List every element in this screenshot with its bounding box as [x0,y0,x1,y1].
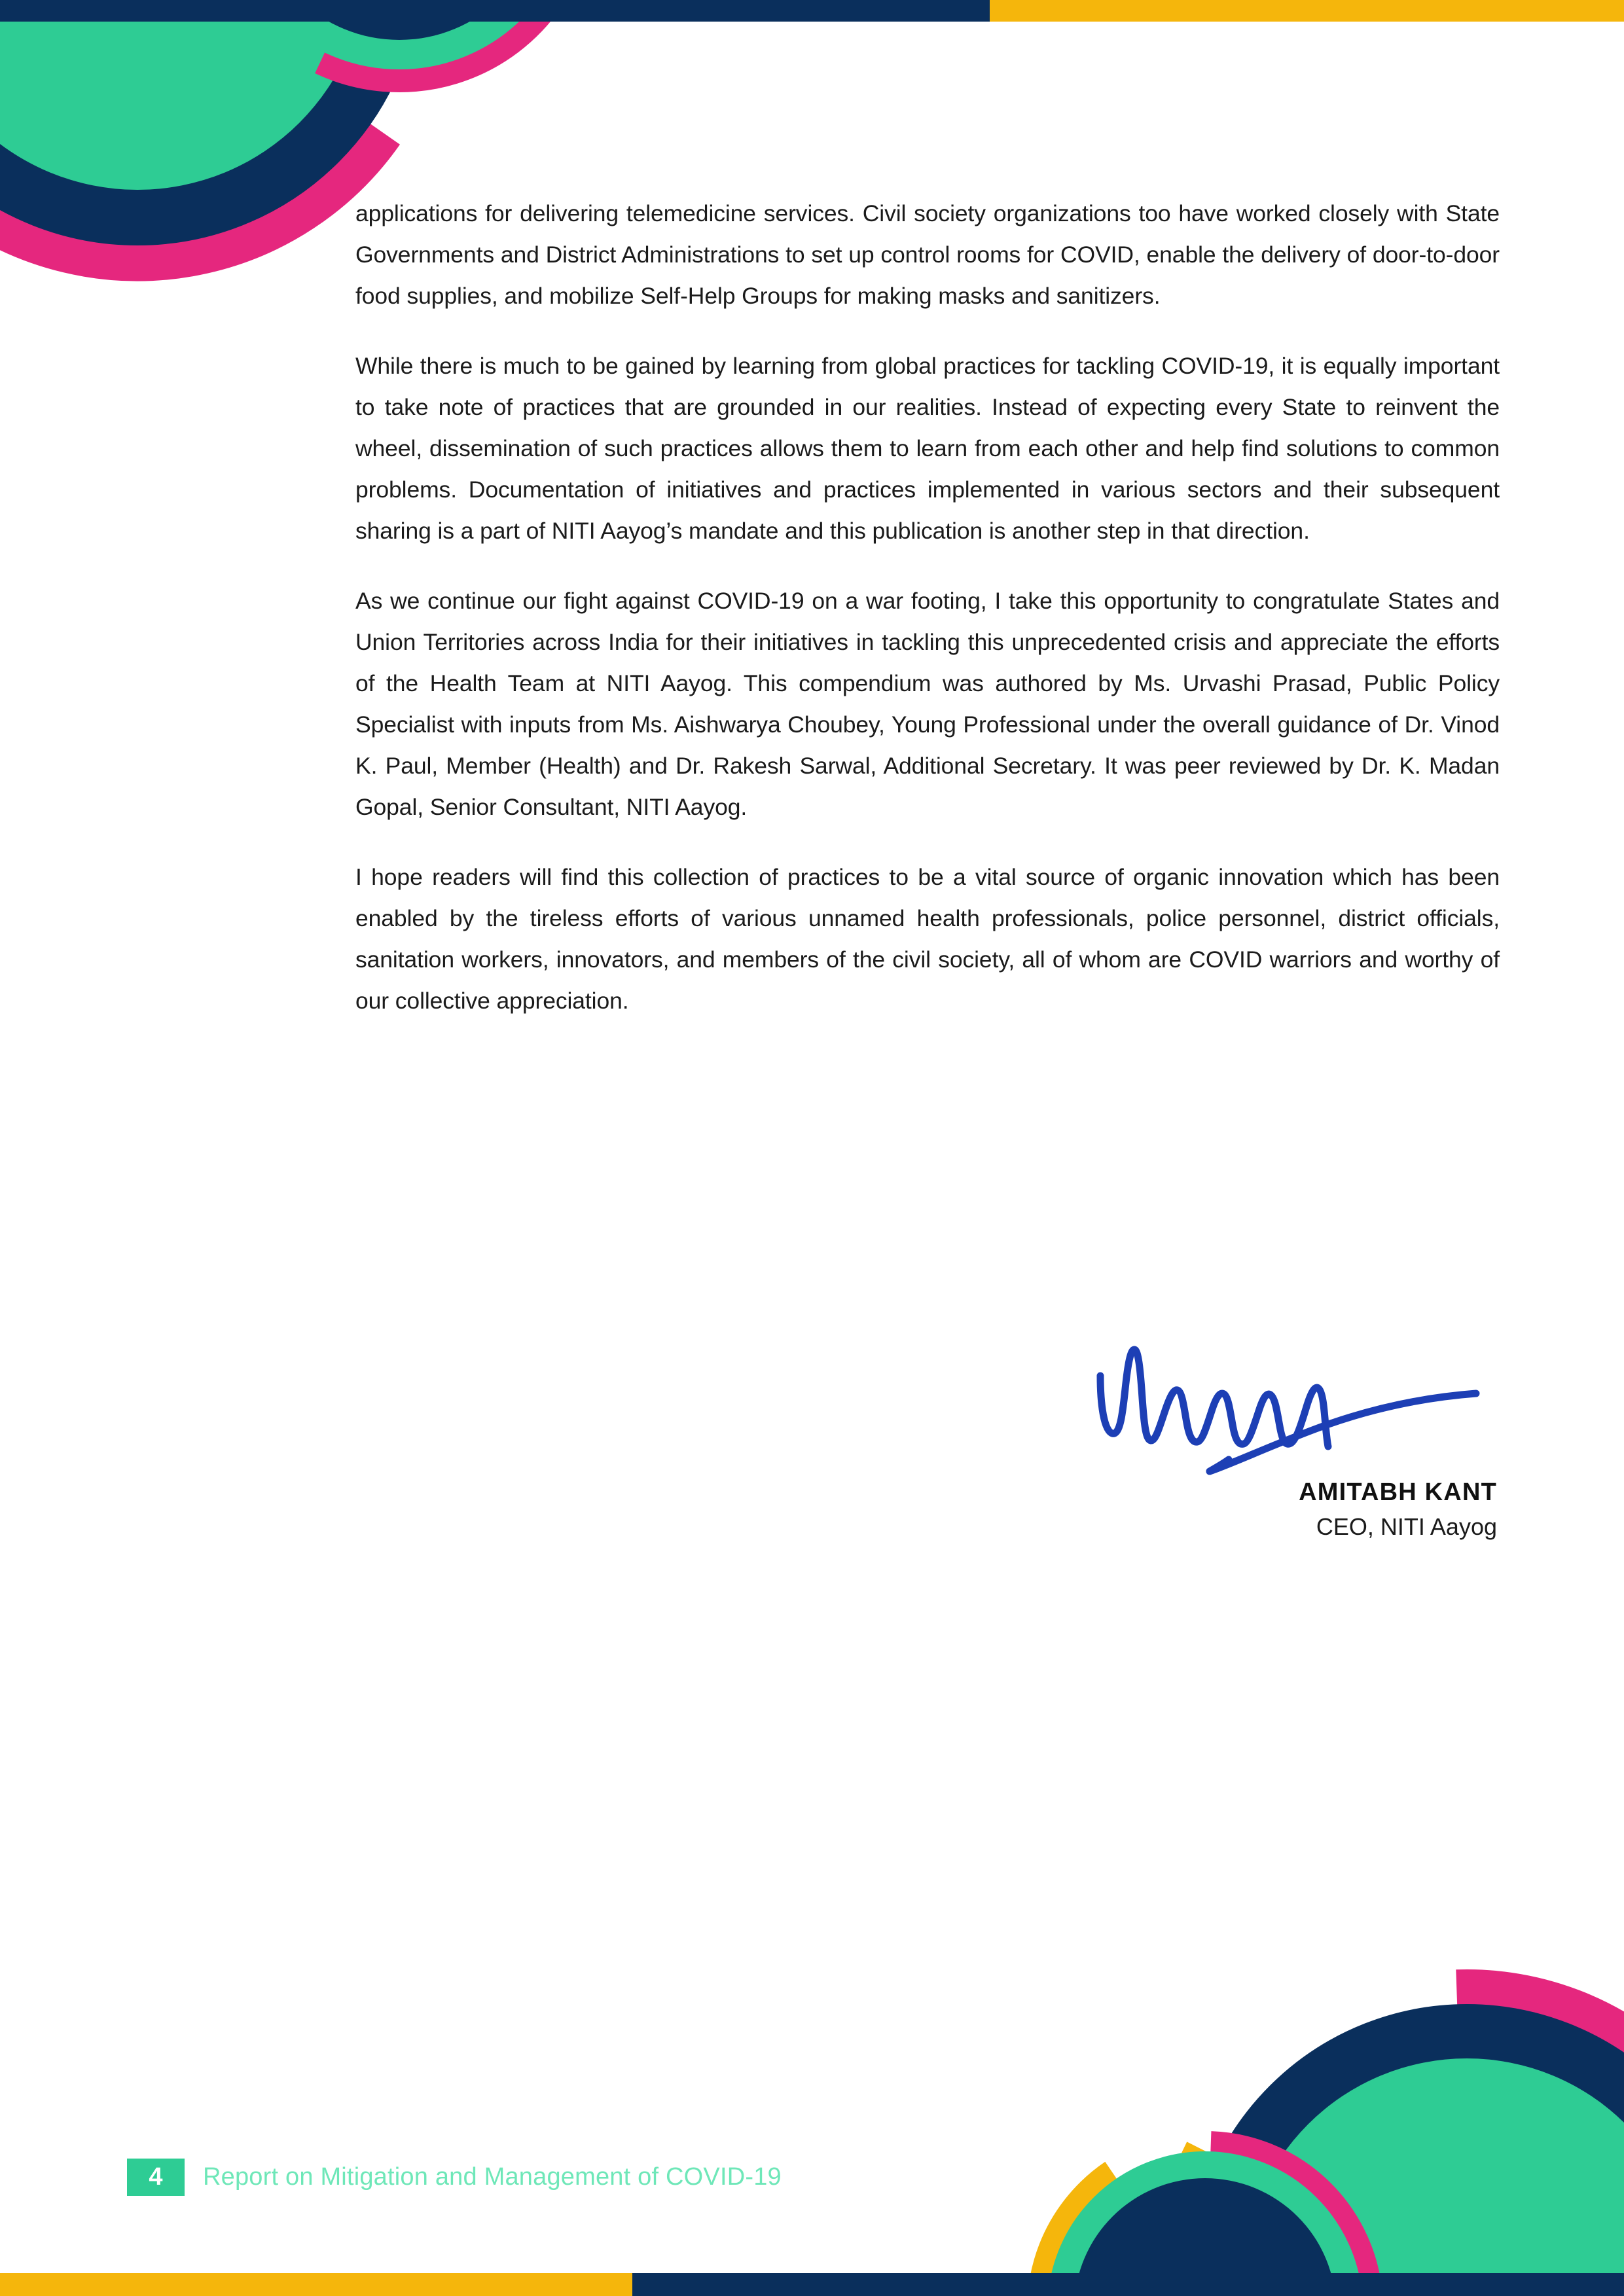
footer-running-title: Report on Mitigation and Management of COVID-19 [203,2163,782,2191]
body-content [355,193,1500,1022]
signatory-name: AMITABH KANT [1299,1479,1497,1506]
paragraph-4: I hope readers will find this collection of practices to be a vital source of organic innovation which has been enabled by the tireless efforts of various unnamed health professionals, police personnel, district officials, sanitation workers, innovators, and members of the civil society, all of whom are COVID warriors and worthy of our collective appreciation. [355,864,1500,1014]
page-number-badge: 4 [127,2159,185,2196]
decorative-circles-bottom-right [1146,1962,1624,2296]
top-band-yellow [990,0,1624,22]
page-footer [127,2159,782,2196]
signatory-title: CEO, NITI Aayog [1316,1513,1497,1540]
handwritten-signature [1075,1335,1494,1476]
decorative-circle-bottom-small [1022,2126,1388,2296]
paragraph-1: applications for delivering telemedicine services. Civil society organizations too have worked closely with State Governments and District Administrations to set up control rooms for COVID, enable the delivery of door-to-door food supplies, and mobilize Self-Help Groups for making masks and sanitizers. [355,200,1500,309]
paragraph-2: While there is much to be gained by learning from global practices for tackling COVID-19, it is equally important to take note of practices that are grounded in our realities. Instead of expecting every State to reinvent the wheel, dissemination of such practices allows them to learn from each other and help find solutions to common problems. Documentation of initiatives and practices implemented in various sectors and their subsequent sharing is a part of NITI Aayog’s mandate and this publication is another step in that direction. [355,353,1500,544]
top-band-navy [0,0,990,22]
bottom-band-navy [632,2273,1624,2296]
signature-block [355,1335,1500,1541]
paragraph-3: As we continue our fight against COVID-19 on a war footing, I take this opportunity to congratulate States and Union Territories across India for their initiatives in tackling this unprecedented crisis and appreciate the efforts of the Health Team at NITI Aayog. This compendium was authored by Ms. Urvashi Prasad, Public Policy Specialist with inputs from Ms. Aishwarya Choubey, Young Professional under the overall guidance of Dr. Vinod K. Paul, Member (Health) and Dr. Rakesh Sarwal, Additional Secretary. It was peer reviewed by Dr. K. Madan Gopal, Senior Consultant, NITI Aayog. [355,588,1500,820]
bottom-band-yellow [0,2273,632,2296]
